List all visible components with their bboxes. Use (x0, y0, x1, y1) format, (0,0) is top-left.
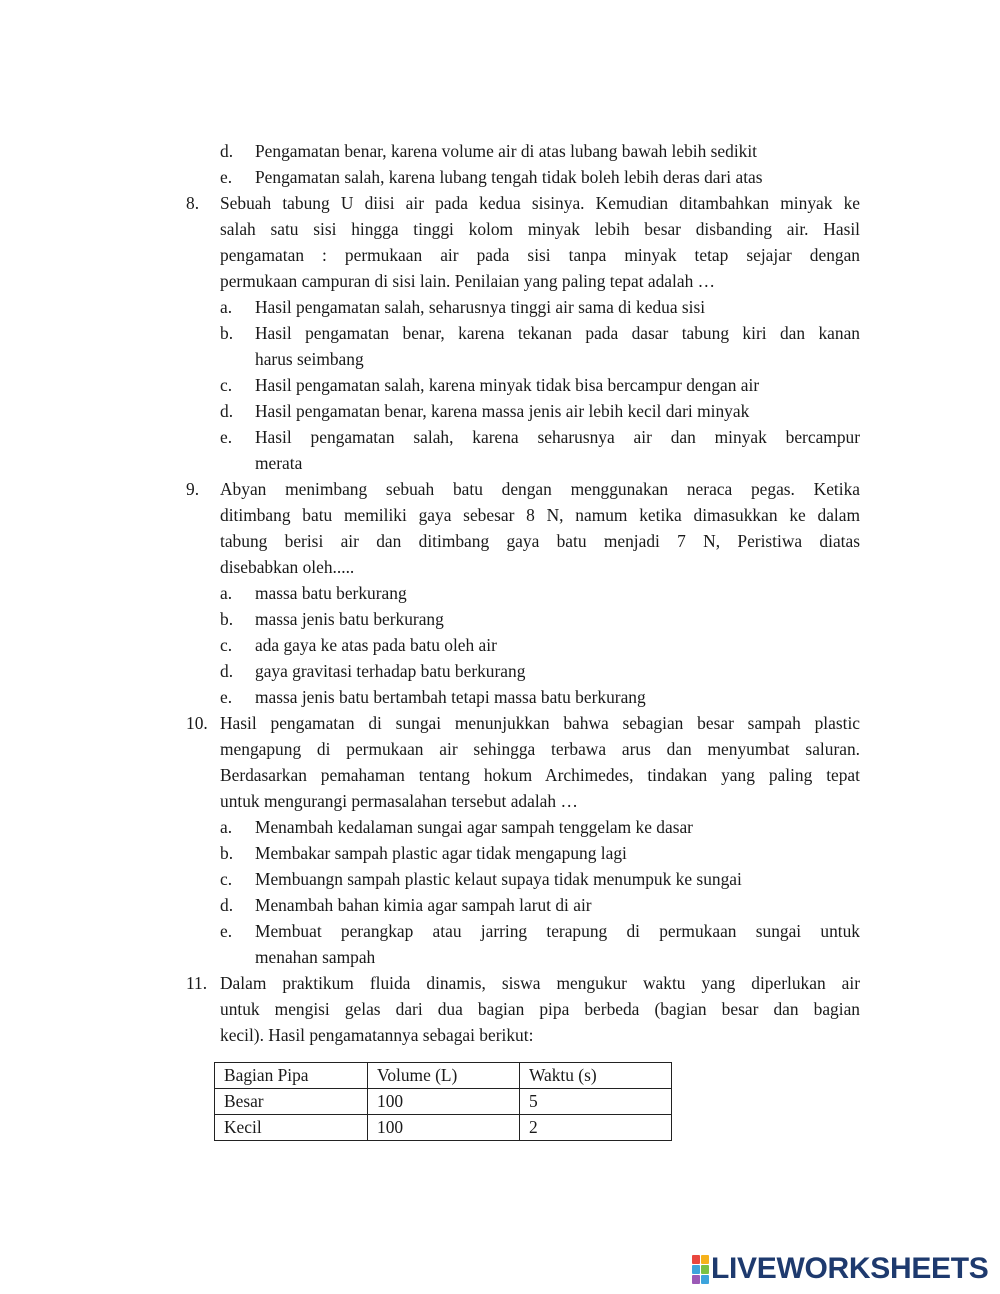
q11-stem-line: kecil). Hasil pengamatannya sebagai berikut: (220, 1025, 534, 1045)
q10-option-a-label: a. (220, 817, 233, 837)
table-header-cell: Volume (L) (368, 1063, 520, 1089)
table-cell: Kecil (215, 1115, 368, 1141)
q8-option-d-label: d. (220, 401, 234, 421)
liveworksheets-logo-text: LIVEWORKSHEETS (711, 1252, 989, 1285)
q8-option-c-label: c. (220, 375, 233, 395)
q9-option-b-label: b. (220, 609, 234, 629)
table-header-row (215, 1063, 672, 1089)
q8-option-e-text-cont: merata (255, 453, 303, 473)
q8-stem-line: permukaan campuran di sisi lain. Penilaian yang paling tepat adalah … (220, 271, 715, 291)
q10-option-e-label: e. (220, 921, 233, 941)
q7-option-e-text: Pengamatan salah, karena lubang tengah tidak boleh lebih deras dari atas (255, 167, 763, 187)
q8-option-a-label: a. (220, 297, 233, 317)
table-cell: 100 (368, 1089, 520, 1115)
q9-option-d-text: gaya gravitasi terhadap batu berkurang (255, 661, 526, 681)
q10-option-d-label: d. (220, 895, 234, 915)
q9-option-c-label: c. (220, 635, 233, 655)
q9-stem-line: Abyan menimbang sebuah batu dengan menggunakan neraca pegas. Ketika (220, 479, 860, 499)
q9-stem-line: tabung berisi air dan ditimbang gaya batu menjadi 7 N, Peristiwa diatas (220, 531, 860, 551)
q9-option-a-text: massa batu berkurang (255, 583, 407, 603)
q10-option-d-text: Menambah bahan kimia agar sampah larut di air (255, 895, 592, 915)
q10-stem-line: mengapung di permukaan air sehingga terbawa arus dan menyumbat saluran. (220, 739, 860, 759)
q10-option-e-text: Membuat perangkap atau jarring terapung di permukaan sungai untuk (255, 921, 860, 941)
q8-number: 8. (186, 193, 200, 213)
q7-option-d-label: d. (220, 141, 234, 161)
table-cell: 100 (368, 1115, 520, 1141)
q8-stem-line: pengamatan : permukaan air pada sisi tanpa minyak tetap sejajar dengan (220, 245, 860, 265)
q9-option-a-label: a. (220, 583, 233, 603)
q10-option-c-text: Membuangn sampah plastic kelaut supaya tidak menumpuk ke sungai (255, 869, 742, 889)
q8-stem-line: Sebuah tabung U diisi air pada kedua sisinya. Kemudian ditambahkan minyak ke (220, 193, 860, 213)
table-cell: 2 (520, 1115, 672, 1141)
q8-option-b-text: Hasil pengamatan benar, karena tekanan pada dasar tabung kiri dan kanan (255, 323, 860, 343)
q7-option-d-text: Pengamatan benar, karena volume air di atas lubang bawah lebih sedikit (255, 141, 758, 161)
q9-stem-line: disebabkan oleh..... (220, 557, 355, 577)
table-header-cell: Waktu (s) (520, 1063, 672, 1089)
q10-stem-line: untuk mengurangi permasalahan tersebut adalah … (220, 791, 578, 811)
q8-option-b-label: b. (220, 323, 234, 343)
table-cell: 5 (520, 1089, 672, 1115)
q7-option-e-label: e. (220, 167, 233, 187)
q9-option-d-label: d. (220, 661, 234, 681)
q9-option-c-text: ada gaya ke atas pada batu oleh air (255, 635, 497, 655)
liveworksheets-logo[interactable] (692, 1252, 989, 1286)
q9-stem-line: ditimbang batu memiliki gaya sebesar 8 N, namum ketika dimasukkan ke dalam (220, 505, 860, 525)
q10-stem-line: Berdasarkan pemahaman tentang hokum Archimedes, tindakan yang paling tepat (220, 765, 860, 785)
q8-stem-line: salah satu sisi hingga tinggi kolom minyak lebih besar disbanding air. Hasil (220, 219, 860, 239)
liveworksheets-logo-icon (692, 1255, 708, 1283)
q9-option-b-text: massa jenis batu berkurang (255, 609, 444, 629)
q8-option-e-label: e. (220, 427, 233, 447)
q10-stem-line: Hasil pengamatan di sungai menunjukkan bahwa sebagian besar sampah plastic (220, 713, 860, 733)
q8-option-e-text: Hasil pengamatan salah, karena seharusnya air dan minyak bercampur (255, 427, 860, 447)
q9-option-e-text: massa jenis batu bertambah tetapi massa batu berkurang (255, 687, 646, 707)
q8-option-c-text: Hasil pengamatan salah, karena minyak tidak bisa bercampur dengan air (255, 375, 760, 395)
q8-option-a-text: Hasil pengamatan salah, seharusnya tinggi air sama di kedua sisi (255, 297, 706, 317)
q11-stem-line: Dalam praktikum fluida dinamis, siswa mengukur waktu yang diperlukan air (220, 973, 860, 993)
q11-stem-line: untuk mengisi gelas dari dua bagian pipa berbeda (bagian besar dan bagian (220, 999, 860, 1019)
pipe-data-table (214, 1062, 672, 1141)
q10-option-b-label: b. (220, 843, 234, 863)
table-row (215, 1089, 672, 1115)
q10-option-c-label: c. (220, 869, 233, 889)
q9-option-e-label: e. (220, 687, 233, 707)
q8-option-d-text: Hasil pengamatan benar, karena massa jenis air lebih kecil dari minyak (255, 401, 750, 421)
table-cell: Besar (215, 1089, 368, 1115)
q11-number: 11. (186, 973, 208, 993)
q10-option-a-text: Menambah kedalaman sungai agar sampah tenggelam ke dasar (255, 817, 693, 837)
q8-option-b-text-cont: harus seimbang (255, 349, 364, 369)
q9-number: 9. (186, 479, 200, 499)
q10-number: 10. (186, 713, 208, 733)
table-row (215, 1115, 672, 1141)
q10-option-e-text-cont: menahan sampah (255, 947, 376, 967)
q10-option-b-text: Membakar sampah plastic agar tidak mengapung lagi (255, 843, 627, 863)
table-header-cell: Bagian Pipa (215, 1063, 368, 1089)
